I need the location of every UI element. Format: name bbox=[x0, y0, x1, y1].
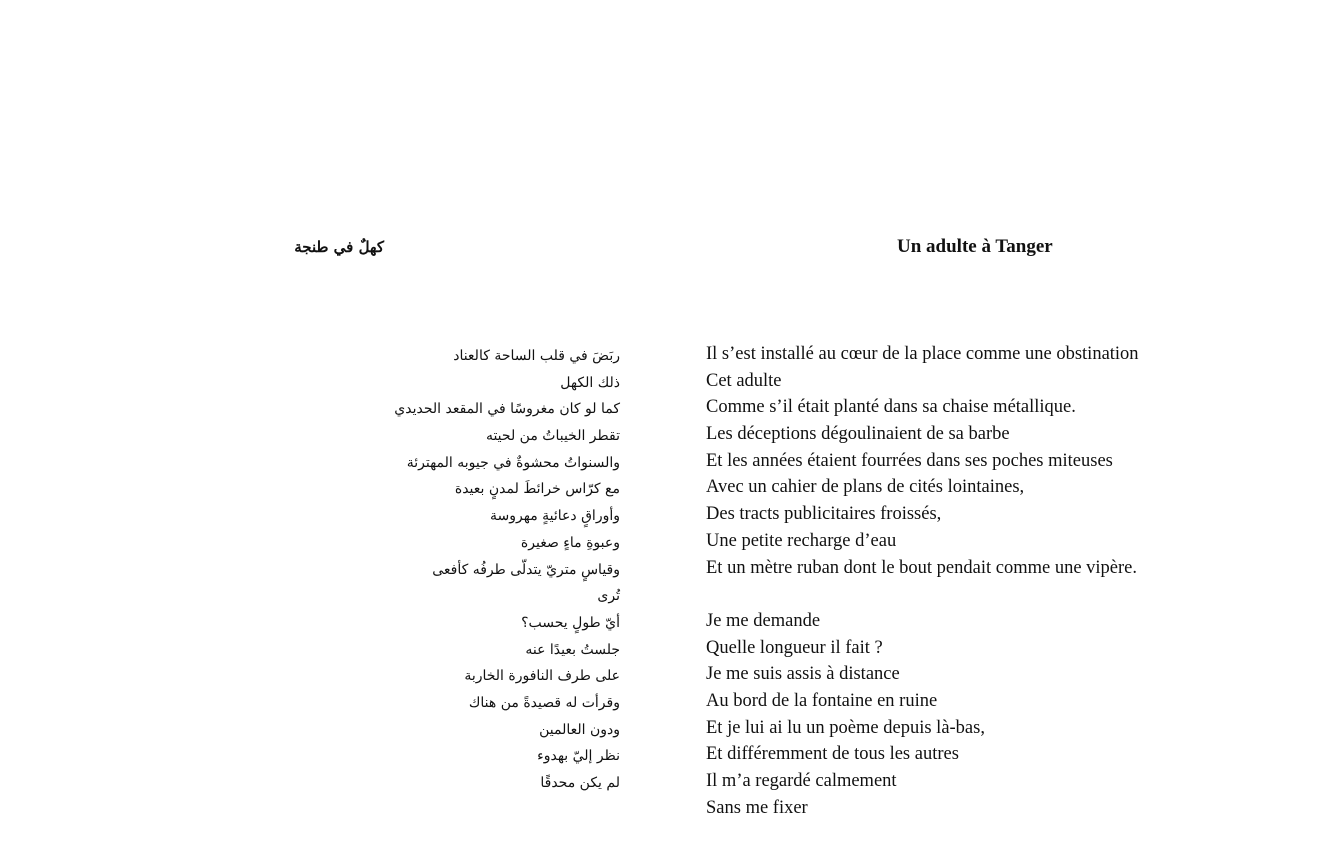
poem-line: ودون العالمين bbox=[539, 721, 620, 738]
poem-line: ذلك الكهل bbox=[560, 374, 620, 391]
poem-line: Et je lui ai lu un poème depuis là-bas, bbox=[706, 717, 985, 738]
stanza-break bbox=[706, 581, 1139, 608]
poem-line: Les déceptions dégoulinaient de sa barbe bbox=[706, 424, 1010, 445]
french-title: Un adulte à Tanger bbox=[897, 236, 1053, 257]
poem-line: لم يكن محدقًا bbox=[540, 775, 620, 791]
poem-line: Au bord de la fontaine en ruine bbox=[706, 690, 938, 711]
poem-line: Quelle longueur il fait ? bbox=[706, 637, 883, 658]
arabic-title: كهلٌ في طنجة bbox=[294, 238, 384, 256]
poem-line: والسنواتُ محشوةٌ في جيوبه المهترئة bbox=[406, 454, 620, 471]
poem-line: تقطر الخيباتُ من لحيته bbox=[485, 428, 620, 445]
poem-line: Et les années étaient fourrées dans ses poches miteuses bbox=[706, 450, 1113, 471]
poem-line: كما لو كان مغروسًا في المقعد الحديدي bbox=[394, 401, 620, 418]
poem-line: Et différemment de tous les autres bbox=[706, 744, 959, 765]
french-poem bbox=[706, 341, 1139, 821]
poem-line: Il s’est installé au cœur de la place comme une obstination bbox=[706, 344, 1139, 364]
poem-line: Comme s’il était planté dans sa chaise métallique. bbox=[706, 397, 1076, 418]
poem-line: وقرأت له قصيدةً من هناك bbox=[468, 694, 620, 711]
poem-line: Sans me fixer bbox=[706, 797, 808, 818]
poem-line: تُرى bbox=[597, 588, 620, 605]
poem-line: على طرف النافورة الخاربة bbox=[464, 668, 620, 685]
arabic-poem bbox=[394, 343, 620, 797]
poem-line: Des tracts publicitaires froissés, bbox=[706, 504, 942, 525]
poem-line: نظر إليّ بهدوء bbox=[537, 748, 620, 765]
poem-line: وقياسٍ متريّ يتدلّى طرفُه كأفعى bbox=[432, 561, 620, 578]
poem-line: Et un mètre ruban dont le bout pendait comme une vipère. bbox=[706, 557, 1138, 578]
poem-line: Avec un cahier de plans de cités lointaines, bbox=[706, 477, 1025, 498]
poem-line: جلستُ بعيدًا عنه bbox=[525, 641, 620, 658]
poem-line: وأوراقٍ دعائيةٍ مهروسة bbox=[490, 508, 620, 525]
poem-line: Je me demande bbox=[706, 610, 821, 631]
poem-line: Je me suis assis à distance bbox=[706, 664, 900, 685]
poem-line: Cet adulte bbox=[706, 370, 782, 391]
poem-line: وعبوةِ ماءٍ صغيرة bbox=[520, 534, 620, 551]
poem-line: مع كرّاس خرائطَ لمدنٍ بعيدة bbox=[454, 481, 620, 498]
poem-line: أيّ طولٍ يحسب؟ bbox=[521, 614, 620, 631]
poem-line: Il m’a regardé calmement bbox=[706, 771, 897, 791]
poem-line: Une petite recharge d’eau bbox=[706, 530, 897, 551]
poem-line: ربَضَ في قلب الساحة كالعناد bbox=[453, 348, 620, 364]
